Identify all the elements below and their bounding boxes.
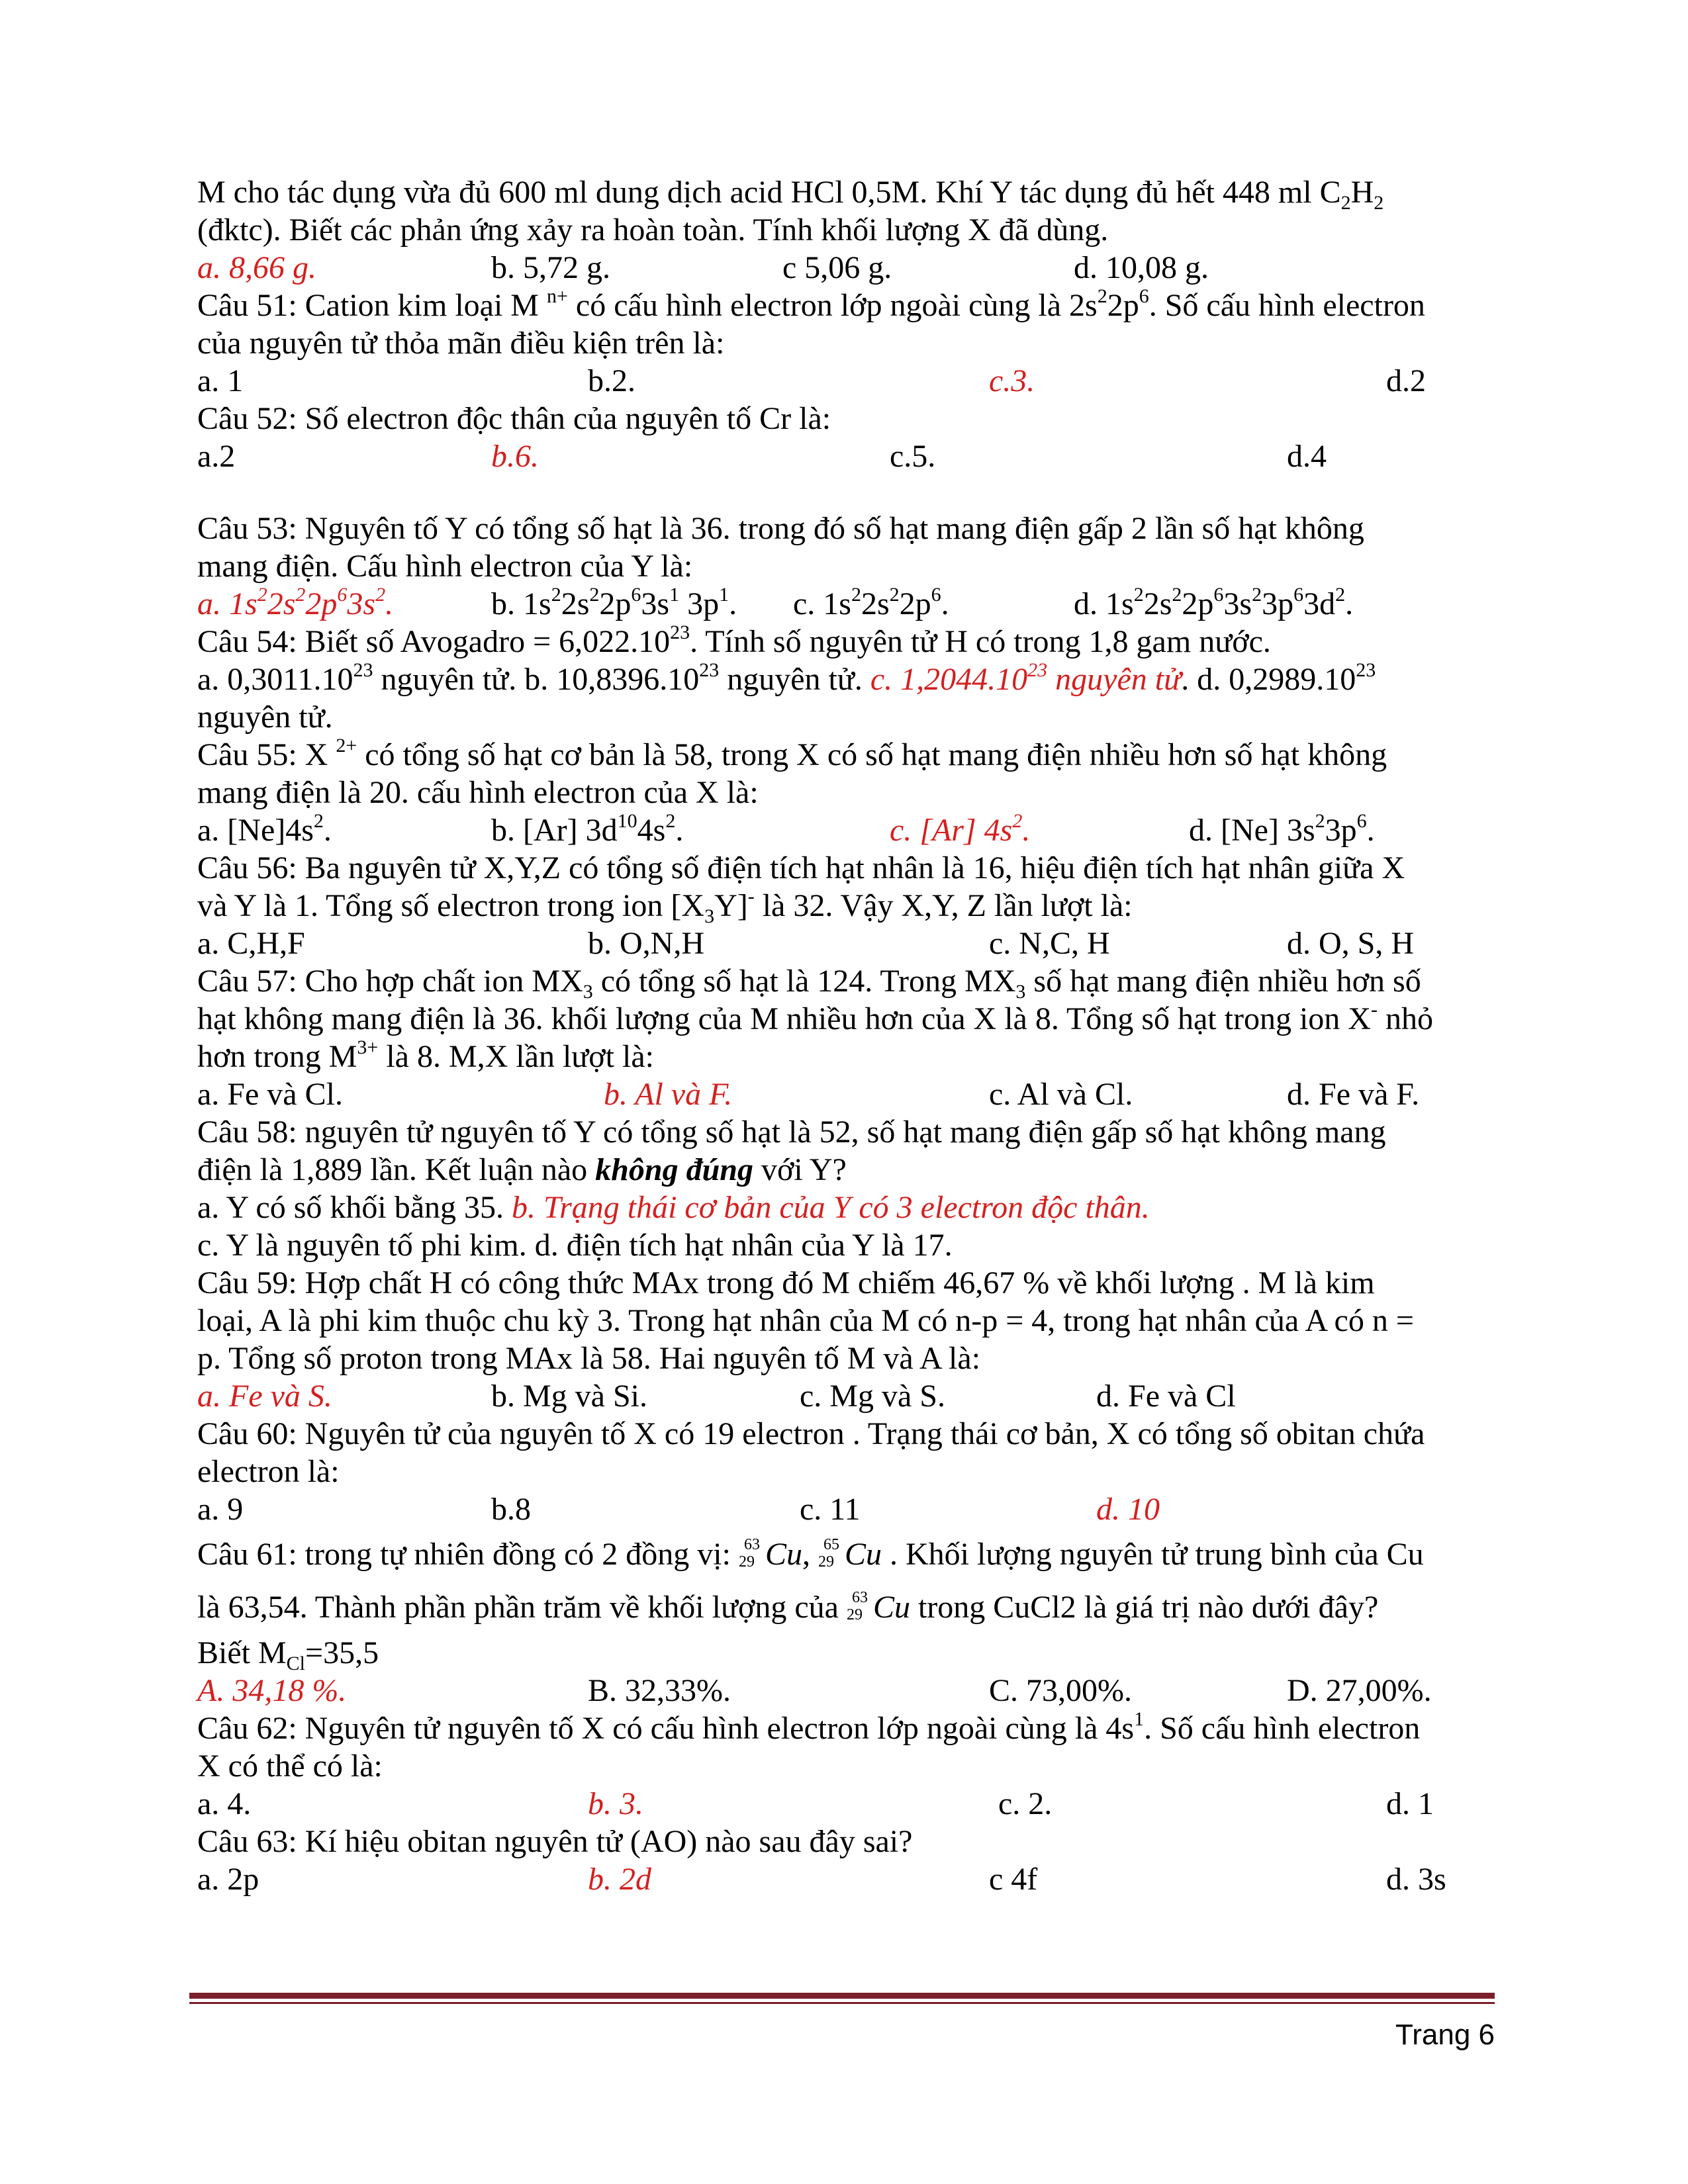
q57-option-d: d. Fe và F.	[1287, 1077, 1420, 1112]
q61-text-1a: Câu 61: trong tự nhiên đồng có 2 đồng vị:	[197, 1537, 739, 1572]
q54-unit-b: nguyên tử.	[719, 662, 870, 697]
q52-text: Câu 52: Số electron độc thân của nguyên tố Cr là:	[197, 401, 831, 436]
q60-options	[197, 1490, 1495, 1528]
question-list	[197, 173, 1495, 1898]
q53-text-1: Câu 53: Nguyên tố Y có tổng số hạt là 36. trong đó số hạt mang điện gấp 2 lần số hạt không	[197, 511, 1364, 546]
q59-option-b: b. Mg và Si.	[491, 1379, 648, 1414]
q61-line-1: Câu 61: trong tự nhiên đồng có 2 đồng vị: 63 29 Cu, 65 29 Cu . Khối lượng nguyên tử trung bình của Cu	[197, 1528, 1495, 1581]
q62-option-a: a. 4.	[197, 1786, 252, 1821]
isotope-cu63-ref-symbol: Cu	[872, 1590, 910, 1625]
intro-line-2	[197, 211, 1495, 249]
q60-option-c: c. 11	[800, 1492, 861, 1527]
q57-line-3: hơn trong $M^{3+}$ là 8. M,X lần lượt là:	[197, 1036, 654, 1074]
q54-text-3: nguyên tử.	[197, 700, 333, 735]
q54-option-b: b. 10,8396.10	[524, 662, 700, 697]
q56-option-c: c. N,C, H	[989, 926, 1110, 961]
q55-text-2: có tổng số hạt cơ bản là 58, trong X có số hạt mang điện nhiều hơn số hạt không	[357, 737, 1387, 772]
q51-line-1: Câu 51: Cation kim loại M $^{n+}$ có cấu hình electron lớp ngoài cùng là $2s^22p^6$. Số cấu hình electron	[197, 285, 1425, 323]
intro-line-1: M cho tác dụng vừa đủ 600 ml dung dịch acid HCl 0,5M. Khí Y tác dụng đủ hết 448 ml $C_2H_2$	[197, 175, 1384, 214]
q61-text-2a: là 63,54. Thành phần phần trăm về khối lượng của	[197, 1590, 847, 1625]
q54-line-3	[197, 698, 1495, 736]
q61-text-2b: trong CuCl2 là giá trị nào dưới đây?	[910, 1590, 1379, 1625]
q57-text-1c: số hạt mang điện nhiều hơn số	[1025, 964, 1421, 999]
q59-text-1: Câu 59: Hợp chất H có công thức MAx trong đó M chiếm 46,67 % về khối lượng . M là kim	[197, 1265, 1375, 1300]
q61-option-c: C. 73,00%.	[989, 1673, 1132, 1708]
q54-unit-a: nguyên tử.	[373, 662, 525, 697]
q62-text-2: X có thể có là:	[197, 1749, 383, 1784]
q62-line-1: Câu 62: Nguyên tử nguyên tố X có cấu hình electron lớp ngoài cùng là $4s^1$. Số cấu hình electron	[197, 1708, 1421, 1746]
intro-text-2: (đktc). Biết các phản ứng xảy ra hoàn toàn. Tính khối lượng X đã dùng.	[197, 212, 1109, 248]
q58-text-2c: với Y?	[753, 1152, 847, 1187]
q51-text-4: của nguyên tử thỏa mãn điều kiện trên là:	[197, 326, 725, 361]
q55-option-b: b. [Ar] $3d^{10}4s^2$.	[491, 810, 684, 848]
q51-options	[197, 362, 1495, 400]
q57-text-2a: hạt không mang điện là 36. khối lượng của M nhiều hơn của X là 8. Tổng số hạt trong ion X	[197, 1001, 1371, 1036]
q61-option-a: A. 34,18 %.	[197, 1673, 347, 1708]
q62-line-2	[197, 1747, 1495, 1785]
q56-options	[197, 925, 1495, 962]
q57-option-b: b. Al và F.	[604, 1077, 733, 1112]
intro-option-d: d. 10,08 g.	[1074, 250, 1209, 285]
q51-line-2	[197, 324, 1495, 362]
q56-text-2b: Y]	[714, 888, 748, 923]
q56-line-1	[197, 849, 1495, 887]
intro-option-a: a. 8,66 g.	[197, 250, 316, 285]
q61-text-3b: =35,5	[305, 1635, 379, 1670]
q51-option-c: c.3.	[989, 363, 1035, 398]
q51-text-2: có cấu hình electron lớp ngoài cùng là 2s	[567, 288, 1098, 323]
q56-text-1: Câu 56: Ba nguyên tử X,Y,Z có tổng số điện tích hạt nhân là 16, hiệu điện tích hạt nhân giữa X	[197, 850, 1405, 886]
footer-rule-thin	[189, 2002, 1495, 2004]
q59-text-3: p. Tổng số proton trong MAx là 58. Hai nguyên tố M và A là:	[197, 1341, 981, 1376]
q51-option-b: b.2.	[588, 363, 635, 398]
q54-line-2: a. 0,3011.10$^{23}$ nguyên tử. b. 10,8396.10$^{23}$ nguyên tử. c. 1,2044.10$^{23}$ nguyên tử. d. 0,2989.10$^{23}$	[197, 659, 1376, 697]
q58-text-2a: điện là 1,889 lần. Kết luận nào	[197, 1152, 596, 1187]
q55-line-1: Câu 55: X $^{2+}$ có tổng số hạt cơ bản là 58, trong X có số hạt mang điện nhiều hơn số hạt không	[197, 735, 1387, 772]
q63-option-c: c 4f	[989, 1862, 1038, 1897]
q58-emphasis: không đúng	[595, 1152, 753, 1187]
q54-option-c-value: c. 1,2044.10	[870, 662, 1028, 697]
q57-options	[197, 1075, 1495, 1113]
q57-text-1a: Câu 57: Cho hợp chất ion MX	[197, 964, 583, 999]
q54-text-1: Câu 54: Biết số Avogadro = 6,022.10	[197, 624, 671, 659]
q53-option-a: a. $1s^22s^22p^63s^2$.	[197, 584, 394, 621]
q58-option-b: b. Trạng thái cơ bản của Y có 3 electron độc thân.	[512, 1190, 1150, 1225]
q55-option-c: c. [Ar] $4s^2$.	[890, 810, 1031, 848]
q53-option-c: c. $1s^22s^22p^6$.	[793, 584, 949, 621]
q61-line-3: Biết $M_{Cl}=35,5$	[197, 1635, 379, 1674]
q51-option-a: a. 1	[197, 363, 244, 398]
q52-option-d: d.4	[1287, 439, 1327, 474]
q59-line-2	[197, 1302, 1495, 1340]
intro-text-1: M cho tác dụng vừa đủ 600 ml dung dịch acid HCl 0,5M. Khí Y tác dụng đủ hết 448 ml C	[197, 175, 1341, 210]
q59-line-1	[197, 1264, 1495, 1302]
q63-option-a: a. 2p	[197, 1862, 259, 1897]
q59-option-c: c. Mg và S.	[800, 1379, 945, 1414]
q62-option-d: d. 1	[1386, 1786, 1434, 1821]
q53-option-b: b. $1s^22s^22p^63s^1$ $3p^1$.	[491, 584, 737, 621]
q60-line-2	[197, 1453, 1495, 1490]
q55-text-3: mang điện là 20. cấu hình electron của X là:	[197, 775, 759, 810]
q55-text-1: Câu 55: X	[197, 737, 336, 772]
q63-option-b: b. 2d	[588, 1862, 651, 1897]
q62-text-1b: . Số cấu hình electron	[1144, 1711, 1421, 1746]
q55-options	[197, 811, 1495, 849]
q57-option-c: c. Al và Cl.	[989, 1077, 1133, 1112]
q62-options	[197, 1785, 1495, 1823]
q58-options-cd: c. Y là nguyên tố phi kim. d. điện tích hạt nhân của Y là 17.	[197, 1228, 953, 1263]
q52-option-c: c.5.	[890, 439, 936, 474]
q54-option-c-unit: nguyên tử	[1047, 662, 1182, 697]
q53-option-d: d. $1s^22s^22p^63s^23p^63d^2$.	[1074, 584, 1354, 621]
q52-option-a: a.2	[197, 439, 236, 474]
q58-option-a: a. Y có số khối bằng 35.	[197, 1190, 512, 1225]
q59-line-3	[197, 1340, 1495, 1377]
q57-line-1: Câu 57: Cho hợp chất ion $MX_3$ có tổng số hạt là 124. Trong $MX_3$ số hạt mang điện nhiều hơn số	[197, 964, 1421, 1003]
q57-text-3a: hơn trong M	[197, 1039, 357, 1074]
q63-option-d: d. 3s	[1386, 1862, 1446, 1897]
q52-line-1	[197, 400, 1495, 437]
q57-text-2b: nhỏ	[1377, 1001, 1433, 1036]
q60-option-a: a. 9	[197, 1492, 244, 1527]
isotope-cu65-symbol: Cu	[844, 1537, 882, 1572]
isotope-cu65: 65 29	[818, 1536, 839, 1570]
q61-option-d: D. 27,00%.	[1287, 1673, 1432, 1708]
q56-line-2: và Y là 1. Tổng số electron trong ion $[X_3Y]^-$ là 32. Vậy X,Y, Z lần lượt là:	[197, 886, 1133, 927]
intro-option-c: c 5,06 g.	[782, 250, 892, 285]
q60-text-1: Câu 60: Nguyên tử của nguyên tố X có 19 electron . Trạng thái cơ bản, X có tổng số obitan chứa	[197, 1416, 1425, 1451]
q59-option-a: a. Fe và S.	[197, 1379, 332, 1414]
q55-option-d: d. [Ne] $3s^23p^6$.	[1189, 810, 1375, 848]
footer-rule-thick	[189, 1993, 1495, 1999]
q56-option-d: d. O, S, H	[1287, 926, 1415, 961]
q60-option-d: d. 10	[1096, 1492, 1160, 1527]
q55-option-a: a. $[Ne]4s^2$.	[197, 810, 332, 848]
q51-text-3: . Số cấu hình electron	[1149, 288, 1425, 323]
q54-text-2: . Tính số nguyên tử H có trong 1,8 gam nước.	[690, 624, 1271, 659]
isotope-cu63: 63 29	[738, 1536, 760, 1570]
q54-line-1: Câu 54: Biết số Avogadro = $6,022.10^{23}$. Tính số nguyên tử H có trong 1,8 gam nước.	[197, 621, 1271, 659]
q54-option-a: a. 0,3011.10	[197, 662, 353, 697]
q58-text-1: Câu 58: nguyên tử nguyên tố Y có tổng số hạt là 52, số hạt mang điện gấp số hạt không mang	[197, 1115, 1386, 1150]
q60-option-b: b.8	[491, 1492, 531, 1527]
page-number: Trang 6	[1395, 2019, 1495, 2051]
intro-option-b: b. 5,72 g.	[491, 250, 610, 285]
q53-line-2	[197, 547, 1495, 585]
q56-option-a: a. C,H,F	[197, 926, 305, 961]
q63-line-1	[197, 1823, 1495, 1860]
q63-options	[197, 1860, 1495, 1898]
q61-line-2	[197, 1581, 1495, 1634]
q57-text-1b: có tổng số hạt là 124. Trong MX	[592, 964, 1016, 999]
q53-line-1	[197, 510, 1495, 547]
q56-text-2a: và Y là 1. Tổng số electron trong ion [X	[197, 888, 705, 923]
q54-option-d: d. 0,2989.10	[1189, 662, 1356, 697]
isotope-cu63-ref: 63 29	[846, 1589, 868, 1623]
q62-option-b: b. 3.	[588, 1786, 643, 1821]
q52-option-b: b.6.	[491, 439, 539, 474]
q61-text-1b: . Khối lượng nguyên tử trung bình của Cu	[881, 1537, 1424, 1572]
q56-text-2c: là 32. Vậy X,Y, Z lần lượt là:	[754, 888, 1133, 923]
intro-options	[197, 249, 1495, 287]
isotope-cu63-symbol: Cu	[765, 1537, 802, 1572]
q57-text-3b: là 8. M,X lần lượt là:	[378, 1039, 654, 1074]
q59-text-2: loại, A là phi kim thuộc chu kỳ 3. Trong hạt nhân của M có n-p = 4, trong hạt nhân của A có n =	[197, 1303, 1414, 1338]
q59-options	[197, 1377, 1495, 1415]
q61-text-3a: Biết M	[197, 1635, 287, 1670]
q61-options	[197, 1672, 1495, 1709]
q58-line-4	[197, 1226, 1495, 1264]
q58-line-3	[197, 1189, 1495, 1226]
q51-text-1: Câu 51: Cation kim loại M	[197, 288, 547, 323]
q54-option-c: c. 1,2044.10$^{23}$ nguyên tử	[870, 659, 1182, 697]
q60-text-2: electron là:	[197, 1454, 340, 1489]
q55-line-2	[197, 774, 1495, 811]
q63-text: Câu 63: Kí hiệu obitan nguyên tử (AO) nào sau đây sai?	[197, 1824, 913, 1859]
q53-text-2: mang điện. Cấu hình electron của Y là:	[197, 549, 693, 584]
q60-line-1	[197, 1415, 1495, 1453]
q62-option-c: c. 2.	[998, 1786, 1053, 1821]
q58-line-2	[197, 1151, 1495, 1189]
q62-text-1a: Câu 62: Nguyên tử nguyên tố X có cấu hình electron lớp ngoài cùng là 4s	[197, 1711, 1135, 1746]
q61-option-b: B. 32,33%.	[588, 1673, 731, 1708]
q59-option-d: d. Fe và Cl	[1096, 1379, 1236, 1414]
q57-line-2: hạt không mang điện là 36. khối lượng của M nhiều hơn của X là 8. Tổng số hạt trong ion X- nhỏ	[197, 999, 1433, 1036]
q58-line-1	[197, 1113, 1495, 1151]
q53-options	[197, 585, 1495, 623]
q56-option-b: b. O,N,H	[588, 926, 704, 961]
q51-option-d: d.2	[1386, 363, 1426, 398]
q57-option-a: a. Fe và Cl.	[197, 1077, 343, 1112]
q52-options	[197, 437, 1495, 475]
